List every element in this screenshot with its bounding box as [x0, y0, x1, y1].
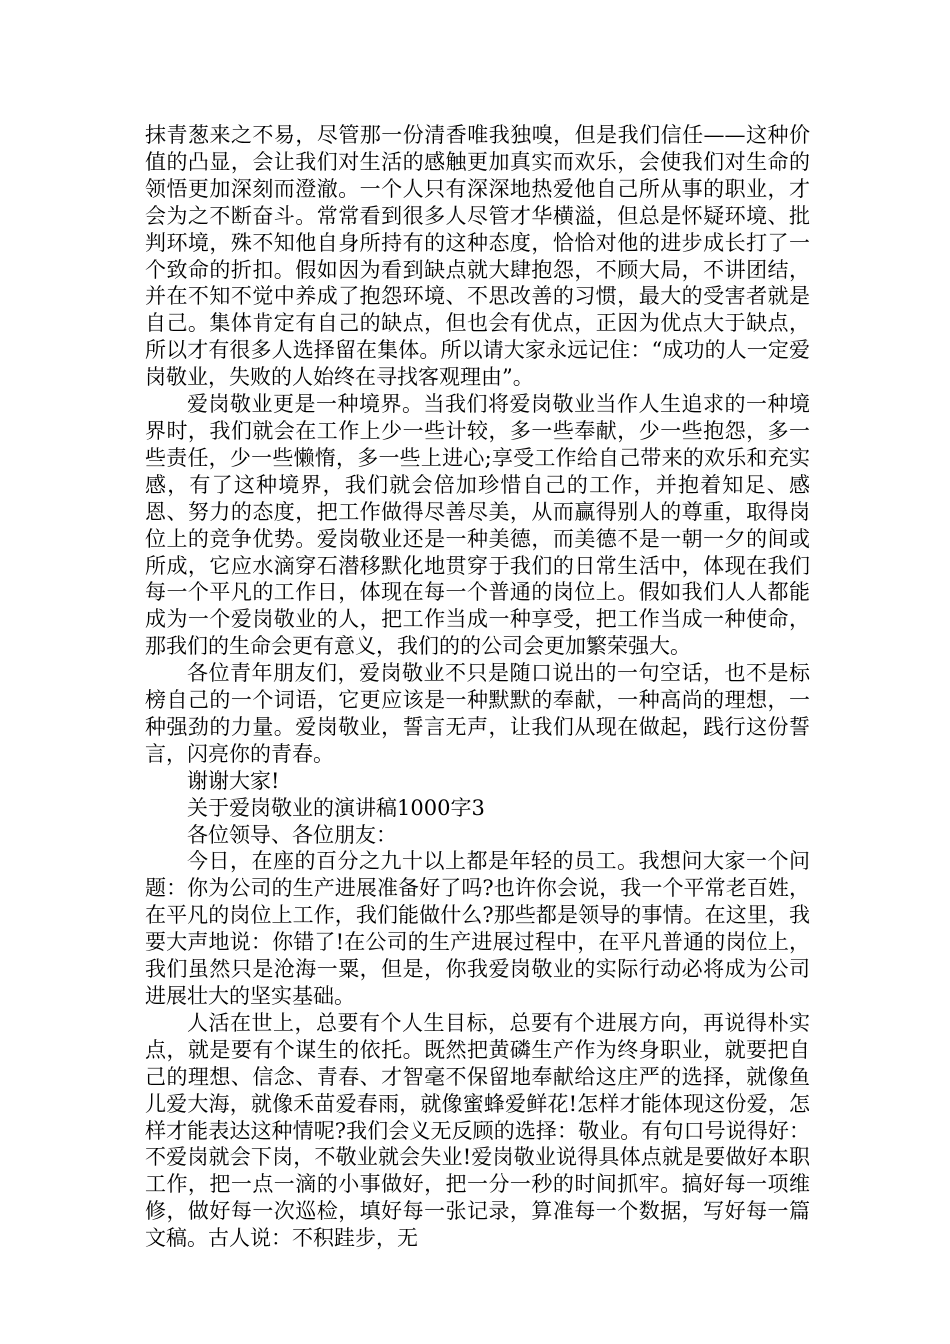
document-body: [145, 122, 810, 1252]
paragraph-young-friends: 各位青年朋友们，爱岗敬业不只是随口说出的一句空话，也不是标榜自己的一个词语，它更应该是一种默默的奉献，一种高尚的理想，一种强劲的力量。爱岗敬业，誓言无声，让我们从现在做起，践行这份誓言，闪亮你的青春。: [145, 661, 810, 766]
paragraph-continuation: 抹青葱来之不易，尽管那一份清香唯我独嗅，但是我们信任——这种价值的凸显，会让我们对生活的感触更加真实而欢乐，会使我们对生命的领悟更加深刻而澄澈。一个人只有深深地热爱他自己所从事的职业，才会为之不断奋斗。常常看到很多人尽管才华横溢，但总是怀疑环境、批判环境，殊不知他自身所持有的这种态度，恰恰对他的进步成长打了一个致命的折扣。假如因为看到缺点就大肆抱怨，不顾大局，不讲团结，并在不知不觉中养成了抱怨环境、不思改善的习惯，最大的受害者就是自己。集体肯定有自己的缺点，但也会有优点，正因为优点大于缺点，所以才有很多人选择留在集体。所以请大家永远记住：“成功的人一定爱岗敬业，失败的人始终在寻找客观理由”。: [145, 123, 810, 390]
paragraph-today: 今日，在座的百分之九十以上都是年轻的员工。我想问大家一个问题：你为公司的生产进展准备好了吗?也许你会说，我一个平常老百姓，在平凡的岗位上工作，我们能做什么?那些都是领导的事情。在这里，我要大声地说：你错了!在公司的生产进展过程中，在平凡普通的岗位上，我们虽然只是沧海一粟，但是，你我爱岗敬业的实际行动必将成为公司进展壮大的坚实基础。: [145, 849, 810, 1008]
paragraph-thanks: 谢谢大家!: [187, 768, 280, 793]
paragraph-life-goal: 人活在世上，总要有个人生目标，总要有个进展方向，再说得朴实点，就是要有个谋生的依托。既然把黄磷生产作为终身职业，就要把自己的理想、信念、青春、才智毫不保留地奉献给这庄严的选择，就像鱼儿爱大海，就像禾苗爱春雨，就像蜜蜂爱鲜花!怎样才能体现这份爱，怎样才能表达这种情呢?我们会义无反顾的选择：敬业。有句口号说得好：不爱岗就会下岗，不敬业就会失业!爱岗敬业说得具体点就是要做好本职工作，把一点一滴的小事做好，把一分一秒的时间抓牢。搞好每一项维修，做好每一次巡检，填好每一张记录，算准每一个数据，写好每一篇文稿。古人说：不积跬步，无: [145, 1010, 810, 1251]
salutation: 各位领导、各位朋友：: [187, 822, 397, 847]
section-heading: 关于爱岗敬业的演讲稿1000字3: [187, 795, 485, 820]
paragraph-realm: 爱岗敬业更是一种境界。当我们将爱岗敬业当作人生追求的一种境界时，我们就会在工作上少一些计较，多一些奉献，少一些抱怨，多一些责任，少一些懒惰，多一些上进心;享受工作给自己带来的欢乐和充实感，有了这种境界，我们就会倍加珍惜自己的工作，并抱着知足、感恩、努力的态度，把工作做得尽善尽美，从而赢得别人的尊重，取得岗位上的竞争优势。爱岗敬业还是一种美德，而美德不是一朝一夕的间或所成，它应水滴穿石潜移默化地贯穿于我们的日常生活中，体现在我们每一个平凡的工作日，体现在每一个普通的岗位上。假如我们人人都能成为一个爱岗敬业的人，把工作当成一种享受，把工作当成一种使命，那我们的生命会更有意义，我们的的公司会更加繁荣强大。: [145, 392, 810, 659]
